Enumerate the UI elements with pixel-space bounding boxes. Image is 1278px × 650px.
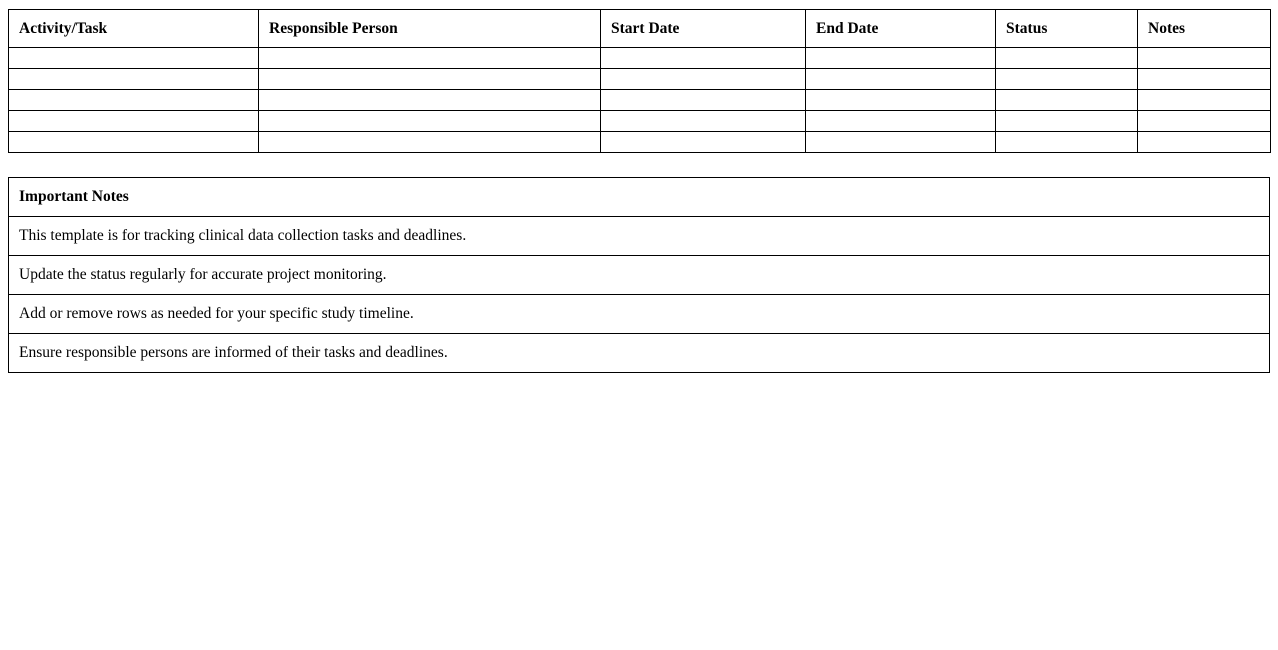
status-cell[interactable] bbox=[996, 90, 1138, 111]
end-date-cell[interactable] bbox=[806, 48, 996, 69]
end-date-cell[interactable] bbox=[806, 69, 996, 90]
start-date-cell[interactable] bbox=[601, 111, 806, 132]
activity-task-cell[interactable] bbox=[9, 90, 259, 111]
column-header-activity-task: Activity/Task bbox=[9, 10, 259, 48]
notes-cell[interactable] bbox=[1138, 48, 1271, 69]
responsible-person-cell[interactable] bbox=[259, 69, 601, 90]
activity-task-cell[interactable] bbox=[9, 111, 259, 132]
column-header-end-date: End Date bbox=[806, 10, 996, 48]
table-row bbox=[9, 90, 1271, 111]
task-tracker-table bbox=[8, 9, 1271, 153]
note-item: Add or remove rows as needed for your specific study timeline. bbox=[9, 295, 1270, 334]
start-date-cell[interactable] bbox=[601, 48, 806, 69]
column-header-start-date: Start Date bbox=[601, 10, 806, 48]
column-header-notes: Notes bbox=[1138, 10, 1271, 48]
responsible-person-cell[interactable] bbox=[259, 90, 601, 111]
notes-title: Important Notes bbox=[9, 178, 1270, 217]
notes-row bbox=[9, 256, 1270, 295]
responsible-person-cell[interactable] bbox=[259, 111, 601, 132]
responsible-person-cell[interactable] bbox=[259, 48, 601, 69]
activity-task-cell[interactable] bbox=[9, 69, 259, 90]
notes-cell[interactable] bbox=[1138, 90, 1271, 111]
notes-row bbox=[9, 334, 1270, 373]
table-row bbox=[9, 48, 1271, 69]
note-item: This template is for tracking clinical data collection tasks and deadlines. bbox=[9, 217, 1270, 256]
status-cell[interactable] bbox=[996, 132, 1138, 153]
start-date-cell[interactable] bbox=[601, 132, 806, 153]
end-date-cell[interactable] bbox=[806, 90, 996, 111]
status-cell[interactable] bbox=[996, 69, 1138, 90]
end-date-cell[interactable] bbox=[806, 111, 996, 132]
notes-cell[interactable] bbox=[1138, 69, 1271, 90]
table-row bbox=[9, 111, 1271, 132]
status-cell[interactable] bbox=[996, 111, 1138, 132]
notes-header-row bbox=[9, 178, 1270, 217]
notes-row bbox=[9, 295, 1270, 334]
table-row bbox=[9, 132, 1271, 153]
activity-task-cell[interactable] bbox=[9, 132, 259, 153]
status-cell[interactable] bbox=[996, 48, 1138, 69]
important-notes-table bbox=[8, 177, 1270, 373]
notes-cell[interactable] bbox=[1138, 111, 1271, 132]
note-item: Update the status regularly for accurate project monitoring. bbox=[9, 256, 1270, 295]
notes-cell[interactable] bbox=[1138, 132, 1271, 153]
responsible-person-cell[interactable] bbox=[259, 132, 601, 153]
activity-task-cell[interactable] bbox=[9, 48, 259, 69]
start-date-cell[interactable] bbox=[601, 69, 806, 90]
column-header-status: Status bbox=[996, 10, 1138, 48]
end-date-cell[interactable] bbox=[806, 132, 996, 153]
notes-row bbox=[9, 217, 1270, 256]
table-row bbox=[9, 69, 1271, 90]
table-header-row bbox=[9, 10, 1271, 48]
note-item: Ensure responsible persons are informed of their tasks and deadlines. bbox=[9, 334, 1270, 373]
start-date-cell[interactable] bbox=[601, 90, 806, 111]
column-header-responsible-person: Responsible Person bbox=[259, 10, 601, 48]
